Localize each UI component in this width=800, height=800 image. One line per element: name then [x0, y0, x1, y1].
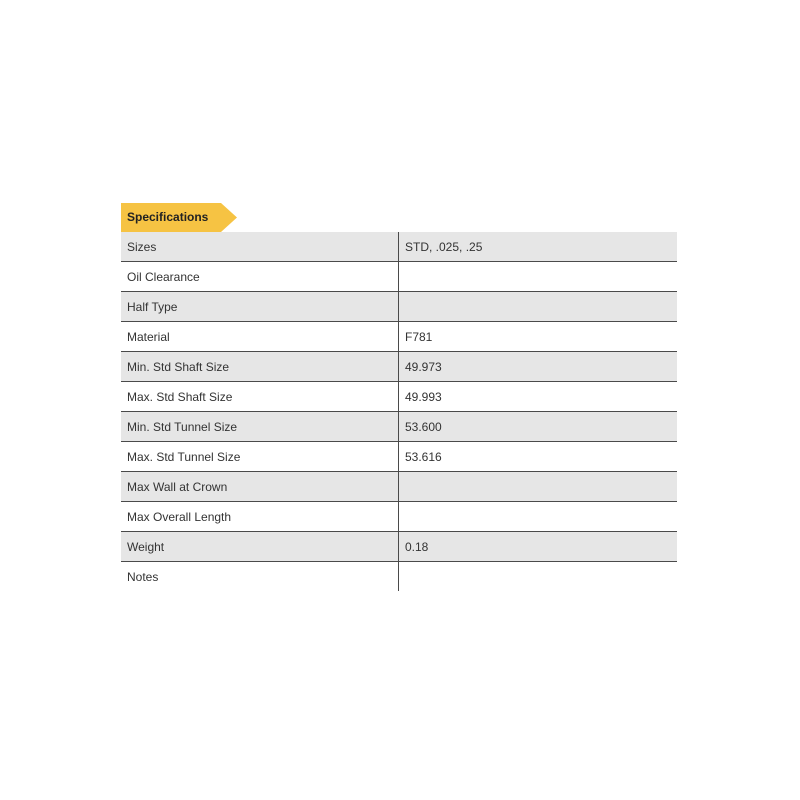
spec-value: STD, .025, .25 — [399, 232, 678, 262]
spec-label: Sizes — [121, 232, 399, 262]
spec-value — [399, 262, 678, 292]
spec-value — [399, 472, 678, 502]
table-row — [121, 292, 677, 322]
specifications-tab — [121, 203, 237, 232]
spec-value: 53.616 — [399, 442, 678, 472]
spec-label: Oil Clearance — [121, 262, 399, 292]
spec-value — [399, 562, 678, 592]
spec-value: 0.18 — [399, 532, 678, 562]
table-row — [121, 352, 677, 382]
spec-label: Material — [121, 322, 399, 352]
table-row — [121, 472, 677, 502]
spec-value — [399, 292, 678, 322]
spec-label: Max Overall Length — [121, 502, 399, 532]
spec-label: Half Type — [121, 292, 399, 322]
table-row — [121, 382, 677, 412]
spec-label: Min. Std Shaft Size — [121, 352, 399, 382]
table-row — [121, 502, 677, 532]
spec-value: 49.973 — [399, 352, 678, 382]
specifications-title: Specifications — [127, 210, 209, 224]
spec-value: F781 — [399, 322, 678, 352]
table-row — [121, 412, 677, 442]
spec-label: Max. Std Tunnel Size — [121, 442, 399, 472]
spec-label: Max Wall at Crown — [121, 472, 399, 502]
spec-label: Min. Std Tunnel Size — [121, 412, 399, 442]
spec-label: Notes — [121, 562, 399, 592]
spec-label: Max. Std Shaft Size — [121, 382, 399, 412]
spec-value: 49.993 — [399, 382, 678, 412]
spec-value — [399, 502, 678, 532]
specifications-table — [121, 232, 677, 591]
table-row — [121, 262, 677, 292]
table-row — [121, 562, 677, 592]
table-row — [121, 322, 677, 352]
table-row — [121, 232, 677, 262]
table-row — [121, 532, 677, 562]
spec-label: Weight — [121, 532, 399, 562]
table-row — [121, 442, 677, 472]
spec-value: 53.600 — [399, 412, 678, 442]
specifications-panel — [121, 203, 677, 591]
